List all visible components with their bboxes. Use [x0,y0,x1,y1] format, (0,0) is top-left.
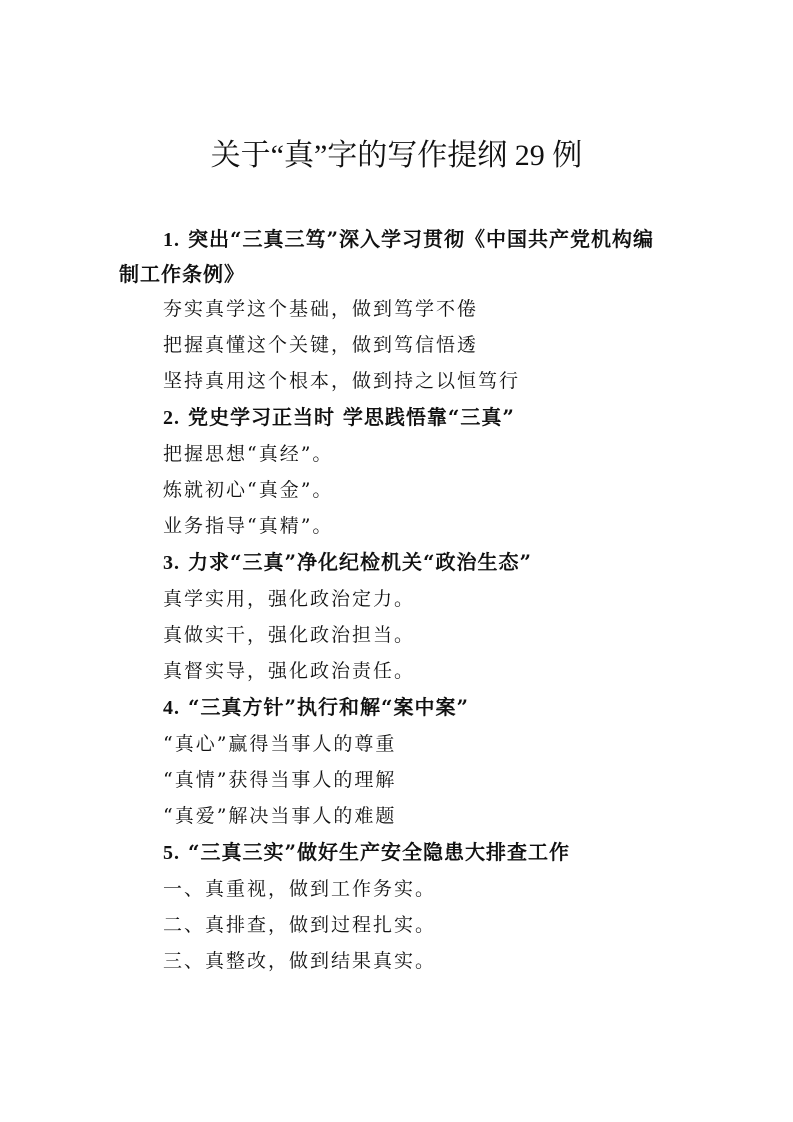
list-item: 炼就初心“真金”。 [163,479,334,501]
document-body [119,222,679,979]
list-item: 坚持真用这个根本，做到持之以恒笃行 [163,370,521,392]
section-heading [119,834,679,871]
section-heading-text: “三真方针”执行和解“案中案” [187,695,469,719]
section-heading-continuation: 制工作条例》 [119,262,245,286]
list-item: 真学实用，强化政治定力。 [163,588,416,610]
list-item: 业务指导“真精”。 [163,515,334,537]
section-2 [119,399,679,544]
section-5 [119,834,679,979]
section-3 [119,544,679,689]
section-heading-text: 党史学习正当时 学思践悟靠“三真” [187,405,515,429]
list-item: “真爱”解决当事人的难题 [163,805,397,827]
section-heading [119,222,679,257]
section-number: 4. [163,697,180,719]
document-title: 关于“真”字的写作提纲 29 例 [210,139,583,172]
section-heading-text: 力求“三真”净化纪检机关“政治生态” [187,550,532,574]
list-item: 真做实干，强化政治担当。 [163,624,416,646]
list-item: 夯实真学这个基础，做到笃学不倦 [163,298,479,320]
section-number: 5. [163,842,180,864]
list-item: 一、真重视，做到工作务实。 [163,878,437,900]
section-heading [119,544,679,581]
section-4 [119,689,679,834]
list-item: 把握思想“真经”。 [163,443,334,465]
section-number: 2. [163,407,180,429]
list-item: 三、真整改，做到结果真实。 [163,950,437,972]
list-item: “真情”获得当事人的理解 [163,769,397,791]
section-heading [119,399,679,436]
list-item: 把握真懂这个关键，做到笃信悟透 [163,334,479,356]
list-item: 真督实导，强化政治责任。 [163,660,416,682]
list-item: “真心”赢得当事人的尊重 [163,733,397,755]
section-number: 3. [163,552,180,574]
list-item: 二、真排查，做到过程扎实。 [163,914,437,936]
section-heading [119,689,679,726]
section-heading-text: 突出“三真三笃”深入学习贯彻《中国共产党机构编 [187,227,654,251]
section-number: 1. [163,229,180,251]
section-1 [119,222,679,399]
section-heading-text: “三真三实”做好生产安全隐患大排查工作 [187,840,570,864]
